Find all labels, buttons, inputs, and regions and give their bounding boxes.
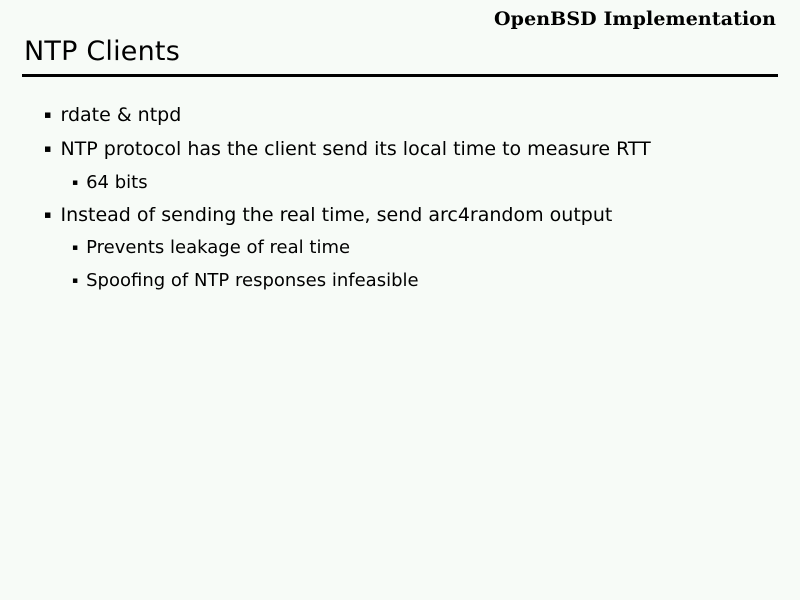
page-title: NTP Clients — [24, 36, 180, 67]
list-item — [40, 168, 770, 197]
list-item — [40, 266, 770, 295]
list-item-label: Spoofing of NTP responses infeasible — [86, 269, 419, 291]
list-item-label: Prevents leakage of real time — [86, 237, 351, 259]
list-item-label: 64 bits — [86, 171, 148, 193]
bullet-marker-icon: ▪ — [72, 275, 79, 286]
list-item-label: NTP protocol has the client send its local time to measure RTT — [60, 137, 651, 160]
list-item — [40, 134, 770, 165]
bullet-marker-icon: ▪ — [72, 243, 79, 254]
bullet-marker-icon: ▪ — [72, 177, 79, 188]
list-item-label: rdate & ntpd — [60, 104, 182, 126]
bullet-marker-icon: ▪ — [44, 108, 52, 121]
list-item — [40, 233, 770, 262]
bullet-marker-icon: ▪ — [44, 141, 52, 155]
bullet-list — [40, 100, 770, 298]
list-item-label: Instead of sending the real time, send arc4random output — [60, 203, 613, 226]
list-item — [40, 200, 770, 231]
header-note: OpenBSD Implementation — [494, 8, 776, 30]
bullet-marker-icon: ▪ — [44, 207, 52, 221]
list-item — [40, 100, 770, 131]
title-divider — [22, 74, 778, 77]
